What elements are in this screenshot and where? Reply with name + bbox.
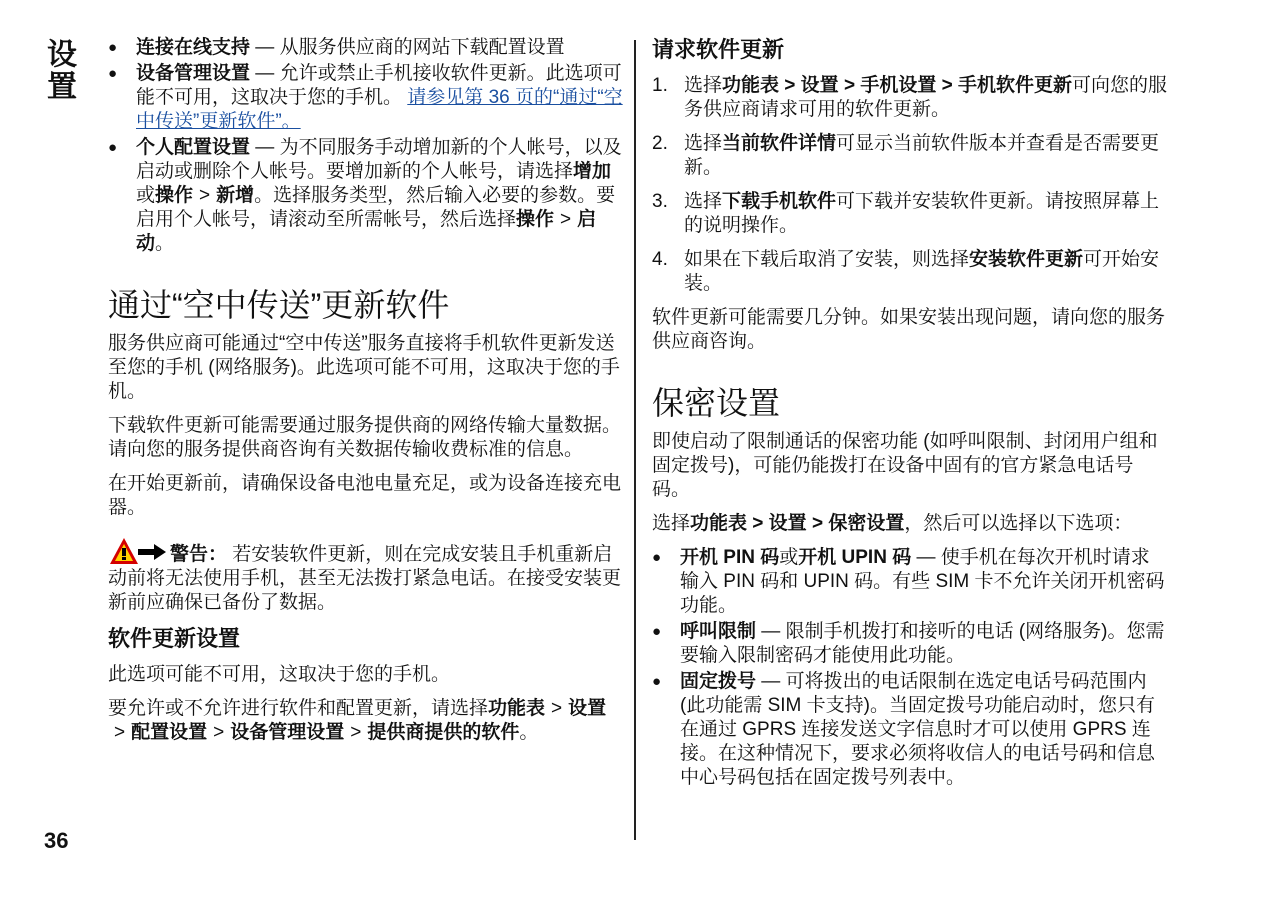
text: 选择 bbox=[684, 75, 723, 96]
text: 可开始安装。 bbox=[684, 249, 1160, 294]
dash: — bbox=[255, 63, 275, 84]
section-title-security: 保密设置 bbox=[652, 385, 781, 421]
menu-term: 安装软件更新 bbox=[969, 249, 1084, 270]
warning-label: 警告： bbox=[170, 544, 228, 565]
menu-arrow: > bbox=[199, 185, 211, 206]
text: 可向您的服务供应商请求可用的软件更新。 bbox=[684, 75, 1167, 120]
text: 要允许或不允许进行软件和配置更新，请选择 bbox=[108, 698, 489, 719]
text: 选择 bbox=[684, 191, 723, 212]
paragraph bbox=[652, 512, 1167, 536]
list-item bbox=[108, 62, 623, 134]
steps-list bbox=[652, 74, 1167, 296]
step-number: 2. bbox=[652, 133, 668, 154]
dash: — bbox=[255, 37, 275, 58]
warning-icon bbox=[108, 536, 166, 566]
text: 选择 bbox=[652, 513, 691, 534]
bullet-term: 设备管理设置 bbox=[136, 63, 251, 84]
menu-term: 下载手机软件 bbox=[722, 191, 837, 212]
paragraph bbox=[108, 697, 623, 745]
menu-term: 功能表 bbox=[488, 698, 546, 719]
paragraph: 在开始更新前，请确保设备电池电量充足，或为设备连接充电器。 bbox=[108, 473, 622, 518]
list-item bbox=[652, 620, 1167, 668]
menu-term: 启动 bbox=[136, 209, 597, 254]
text: 可显示当前软件版本并查看是否需要更新。 bbox=[684, 133, 1160, 178]
paragraph: 服务供应商可能通过“空中传送”服务直接将手机软件更新发送至您的手机 (网络服务)。此选项可能不可用，这取决于您的手机。 bbox=[108, 333, 620, 402]
bullet-text: — 可将拨出的电话限制在选定电话号码范围内 (此功能需 SIM 卡支持)。当固定拨号功能启动时，您只有在通过 GPRS 连接发送文字信息时才可以使用 GPRS 连接。在这种情况下，要求必须将收信人的电话号码和信息中心号码包括在固定拨号列表中。 bbox=[680, 671, 1156, 788]
bullet-term: 个人配置设置 bbox=[136, 137, 251, 158]
list-item bbox=[652, 132, 1167, 180]
text: ，然后可以选择以下选项： bbox=[904, 513, 1133, 534]
left-column bbox=[108, 36, 623, 755]
cross-reference-link[interactable]: 请参见第 36 页的“通过“空中传送”更新软件”。 bbox=[136, 87, 623, 132]
menu-term: 增加 bbox=[573, 161, 612, 182]
step-number: 1. bbox=[652, 75, 668, 96]
bullet-term: 开机 PIN 码 bbox=[680, 547, 780, 568]
step-number: 3. bbox=[652, 191, 668, 212]
paragraph: 软件更新可能需要几分钟。如果安装出现问题，请向您的服务供应商咨询。 bbox=[652, 307, 1166, 352]
dash: — bbox=[255, 137, 275, 158]
warning-block bbox=[108, 536, 623, 615]
menu-term: 操作 bbox=[516, 209, 555, 230]
menu-term: 功能表 > 设置 > 手机设置 > 手机软件更新 bbox=[722, 75, 1072, 96]
menu-term: 设置 bbox=[568, 698, 607, 719]
menu-term: 操作 bbox=[155, 185, 194, 206]
bullet-term: 开机 UPIN 码 bbox=[798, 547, 912, 568]
menu-arrow: > bbox=[350, 722, 362, 743]
menu-arrow: > bbox=[560, 209, 572, 230]
punctuation: 。 bbox=[155, 233, 175, 254]
bullet-text: 。选择服务类型，然后输入必要的参数。要启用个人帐号，请滚动至所需帐号，然后选择 bbox=[136, 185, 616, 230]
menu-arrow: > bbox=[114, 722, 126, 743]
menu-term: 配置设置 bbox=[131, 722, 208, 743]
text: 选择 bbox=[684, 133, 723, 154]
settings-bullet-list bbox=[108, 36, 623, 256]
punctuation: 。 bbox=[519, 722, 539, 743]
bullet-term: 固定拨号 bbox=[680, 671, 757, 692]
menu-arrow: > bbox=[551, 698, 563, 719]
list-item bbox=[652, 670, 1167, 790]
step-number: 4. bbox=[652, 249, 668, 270]
menu-term: 新增 bbox=[216, 185, 255, 206]
bullet-text: 从服务供应商的网站下载配置设置 bbox=[279, 37, 565, 58]
connector-text: 或 bbox=[136, 185, 156, 206]
menu-term: 功能表 > 设置 > 保密设置 bbox=[690, 513, 905, 534]
section-title-ota-update: 通过“空中传送”更新软件 bbox=[108, 287, 450, 323]
menu-term: 设备管理设置 bbox=[230, 722, 345, 743]
bullet-text: — 使手机在每次开机时请求输入 PIN 码和 UPIN 码。有些 SIM 卡不允许关闭开机密码功能。 bbox=[680, 547, 1165, 616]
menu-term: 当前软件详情 bbox=[722, 133, 837, 154]
menu-term: 提供商提供的软件 bbox=[367, 722, 520, 743]
connector-text: 或 bbox=[779, 547, 799, 568]
column-divider bbox=[634, 40, 636, 840]
list-item bbox=[652, 74, 1167, 122]
list-item bbox=[108, 36, 623, 60]
bullet-text: 为不同服务手动增加新的个人帐号，以及启动或删除个人帐号。要增加新的个人帐号，请选择 bbox=[136, 137, 622, 182]
side-tab-label: 设置 bbox=[42, 38, 75, 102]
subsection-title-request-update: 请求软件更新 bbox=[652, 37, 785, 62]
bullet-text: — 限制手机拨打和接听的电话 (网络服务)。您需要输入限制密码才能使用此功能。 bbox=[680, 621, 1165, 666]
bullet-term: 呼叫限制 bbox=[680, 621, 757, 642]
security-bullet-list bbox=[652, 546, 1167, 790]
bullet-text: 允许或禁止手机接收软件更新。此选项可能不可用，这取决于您的手机。 bbox=[136, 63, 622, 108]
paragraph: 下载软件更新可能需要通过服务提供商的网络传输大量数据。请向您的服务提供商咨询有关数据传输收费标准的信息。 bbox=[108, 415, 622, 460]
list-item bbox=[652, 190, 1167, 238]
list-item bbox=[652, 546, 1167, 618]
text: 如果在下载后取消了安装，则选择 bbox=[684, 249, 970, 270]
right-column bbox=[652, 36, 1167, 792]
subsection-title-update-settings: 软件更新设置 bbox=[108, 626, 241, 651]
paragraph: 即使启动了限制通话的保密功能 (如呼叫限制、封闭用户组和固定拨号)，可能仍能拨打在设备中固有的官方紧急电话号码。 bbox=[652, 431, 1158, 500]
text: 可下载并安装软件更新。请按照屏幕上的说明操作。 bbox=[684, 191, 1160, 236]
list-item bbox=[108, 136, 623, 256]
page-number: 36 bbox=[44, 828, 69, 853]
warning-text: 若安装软件更新，则在完成安装且手机重新启动前将无法使用手机，甚至无法拨打紧急电话。在接受安装更新前应确保已备份了数据。 bbox=[108, 544, 622, 613]
list-item bbox=[652, 248, 1167, 296]
menu-arrow: > bbox=[213, 722, 225, 743]
paragraph: 此选项可能不可用，这取决于您的手机。 bbox=[108, 664, 451, 685]
bullet-term: 连接在线支持 bbox=[136, 37, 251, 58]
